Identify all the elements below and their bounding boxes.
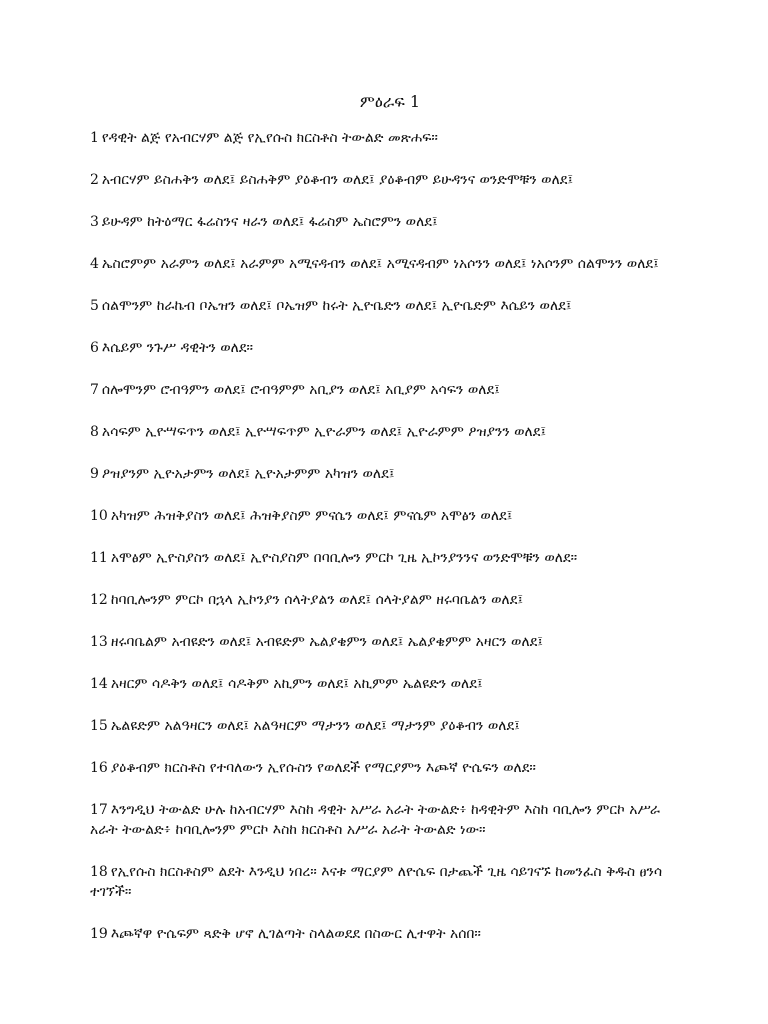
verse <box>90 548 690 568</box>
verse-text: ኤስሮምም አራምን ወለደ፤ አራምም አሚናዳብን ወለደ፤ አሚናዳብም ነአሶንን ወለደ፤ ነአሶንም ሰልሞንን ወለደ፤ <box>101 256 659 272</box>
verse-number: 12 <box>90 592 108 608</box>
verse <box>90 464 690 484</box>
verse-number: 19 <box>90 926 108 942</box>
verse-text: ያዕቆብም ክርስቶስ የተባለውን ኢየሱስን የወለደች የማርያምን እጮኛ ዮሴፍን ወለደ። <box>110 760 536 776</box>
verse-text: ዖዝያንም ኢዮአታምን ወለደ፤ ኢዮአታምም አካዝን ወለደ፤ <box>101 466 395 482</box>
verse <box>90 590 690 610</box>
verse-number: 16 <box>90 760 108 776</box>
verse <box>90 862 690 902</box>
verse-text: እጮኛዋ ዮሴፍም ጻድቅ ሆኖ ሊገልጣት ስላልወደደ በስውር ሊተዋት አሰበ። <box>110 926 481 942</box>
verse-number: 9 <box>90 466 99 482</box>
verse <box>90 506 690 526</box>
verse-number: 13 <box>90 634 108 650</box>
verse <box>90 296 690 316</box>
verse-text: የዳዊት ልጅ የአብርሃም ልጅ የኢየሱስ ክርስቶስ ትውልድ መጽሐፍ። <box>101 130 438 146</box>
verse <box>90 632 690 652</box>
verse-number: 3 <box>90 214 99 230</box>
chapter-title: ምዕራፍ 1 <box>359 92 421 111</box>
verse-text: ሰልሞንም ከራኬብ ቦኤዝን ወለደ፤ ቦኤዝም ከሩት ኢዮቤድን ወለደ፤ ኢዮቤድም እሴይን ወለደ፤ <box>101 298 572 314</box>
verse-text: ይሁዳም ከትዕማር ፋሬስንና ዛራን ወለደ፤ ፋሬስም ኤስሮምን ወለደ፤ <box>101 214 438 230</box>
verse <box>90 800 690 840</box>
verse <box>90 338 690 358</box>
verse-number: 2 <box>90 172 99 188</box>
verse-number: 1 <box>90 130 99 146</box>
verse-text: አሳፍም ኢዮሣፍጥን ወለደ፤ ኢዮሣፍጥም ኢዮራምን ወለደ፤ ኢዮራምም ዖዝያንን ወለደ፤ <box>101 424 547 440</box>
verse <box>90 716 690 736</box>
verse-text: አብርሃም ይስሐቅን ወለደ፤ ይስሐቅም ያዕቆብን ወለደ፤ ያዕቆብም ይሁዳንና ወንድሞቹን ወለደ፤ <box>101 172 574 188</box>
verse <box>90 924 690 944</box>
verse-number: 8 <box>90 424 99 440</box>
verse <box>90 422 690 442</box>
verse-number: 7 <box>90 382 99 398</box>
verse-text: አዛርም ሳዶቅን ወለደ፤ ሳዶቅም አኪምን ወለደ፤ አኪምም ኤልዩድን ወለደ፤ <box>110 676 483 692</box>
verse-text: አሞፅም ኢዮስያስን ወለደ፤ ኢዮስያስም በባቢሎን ምርኮ ጊዜ ኢኮንያንንና ወንድሞቹን ወለደ። <box>110 550 578 566</box>
verse-text: ኤልዩድም አልዓዛርን ወለደ፤ አልዓዛርም ማታንን ወለደ፤ ማታንም ያዕቆብን ወለደ፤ <box>110 718 520 734</box>
verse-text: ዘሩባቤልም አብዩድን ወለደ፤ አብዩድም ኤልያቄምን ወለደ፤ ኤልያቄምም አዛርን ወለደ፤ <box>110 634 544 650</box>
verse <box>90 758 690 778</box>
document-page <box>90 92 690 966</box>
verse-number: 14 <box>90 676 108 692</box>
verse-text: እንግዲህ ትውልድ ሁሉ ከአብርሃም እስከ ዳዊት አሥራ አራት ትውልድ፥ ከዳዊትም እስከ ባቢሎን ምርኮ አሥራ አራት ትውልድ፥ ከባቢሎንም ምርኮ እስከ ክርስቶስ አሥራ አራት ትውልድ ነው። <box>90 802 660 838</box>
verse-text: የኢየሱስ ክርስቶስም ልደት እንዲህ ነበረ። እናቱ ማርያም ለዮሴፍ በታጨች ጊዜ ሳይገናኙ ከመንፈስ ቅዱስ ፀንሳ ተገኘች። <box>90 864 663 900</box>
verse-number: 17 <box>90 802 108 818</box>
verse-text: አካዝም ሕዝቅያስን ወለደ፤ ሕዝቅያስም ምናሴን ወለደ፤ ምናሴም አሞፅን ወለደ፤ <box>110 508 513 524</box>
verse-number: 18 <box>90 864 108 880</box>
verse-number: 6 <box>90 340 99 356</box>
verse-number: 4 <box>90 256 99 272</box>
verse-text: እሴይም ንጉሥ ዳዊትን ወለደ። <box>101 340 254 356</box>
verse-number: 11 <box>90 550 108 566</box>
verse <box>90 128 690 148</box>
verse <box>90 212 690 232</box>
verse-list <box>90 128 690 944</box>
verse-text: ሰሎሞንም ሮብዓምን ወለደ፤ ሮብዓምም አቢያን ወለደ፤ አቢያም አሳፍን ወለደ፤ <box>101 382 500 398</box>
verse-text: ከባቢሎንም ምርኮ በኋላ ኢኮንያን ሰላትያልን ወለደ፤ ሰላትያልም ዘሩባቤልን ወለደ፤ <box>110 592 524 608</box>
verse <box>90 380 690 400</box>
verse <box>90 254 690 274</box>
verse <box>90 170 690 190</box>
verse-number: 10 <box>90 508 108 524</box>
verse-number: 5 <box>90 298 99 314</box>
verse <box>90 674 690 694</box>
verse-number: 15 <box>90 718 108 734</box>
